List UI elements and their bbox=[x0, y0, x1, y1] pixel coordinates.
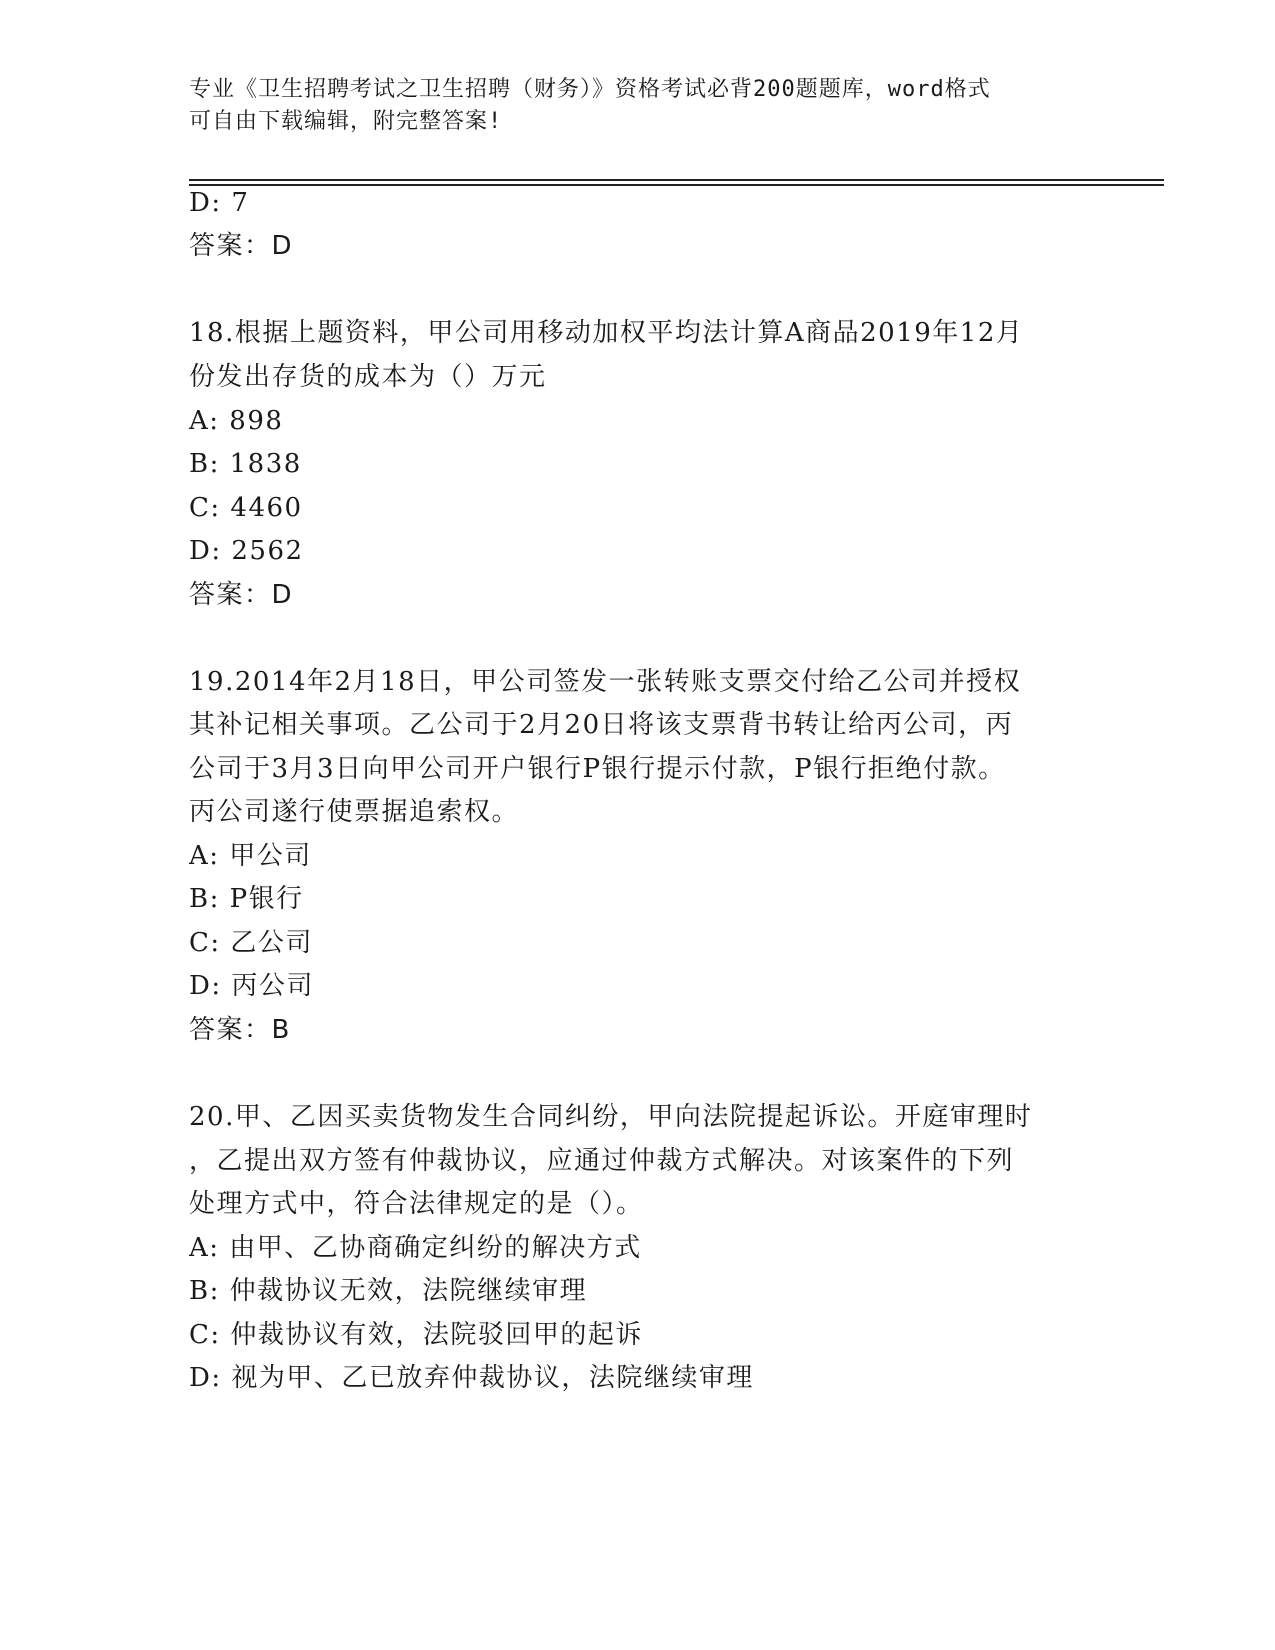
q19-stem-line3: 公司于3月3日向甲公司开户银行P银行提示付款，P银行拒绝付款。 bbox=[189, 754, 1006, 784]
q20-stem-line1: 20.甲、乙因买卖货物发生合同纠纷，甲向法院提起诉讼。开庭审理时 bbox=[189, 1102, 1033, 1132]
q19-option-b: B: P银行 bbox=[189, 884, 304, 914]
prev-answer: 答案：D bbox=[189, 231, 294, 261]
document-header bbox=[189, 74, 1069, 138]
q19-option-c: C: 乙公司 bbox=[189, 928, 313, 958]
q20-option-d: D: 视为甲、乙已放弃仲裁协议，法院继续审理 bbox=[189, 1363, 754, 1393]
q18-answer: 答案：D bbox=[189, 580, 294, 610]
q18-option-d: D: 2562 bbox=[189, 536, 304, 566]
header-title-line2: 可自由下载编辑，附完整答案! bbox=[189, 109, 503, 134]
q18-stem-line2: 份发出存货的成本为（）万元 bbox=[189, 362, 547, 392]
header-divider-bottom bbox=[189, 184, 1164, 186]
prev-option-d: D: 7 bbox=[189, 188, 250, 218]
q19-stem-line1: 19.2014年2月18日，甲公司签发一张转账支票交付给乙公司并授权 bbox=[189, 667, 1022, 697]
q20-option-a: A: 由甲、乙协商确定纠纷的解决方式 bbox=[189, 1233, 642, 1263]
q20-option-c: C: 仲裁协议有效，法院驳回甲的起诉 bbox=[189, 1320, 643, 1350]
q20-stem-line2: ，乙提出双方签有仲裁协议，应通过仲裁方式解决。对该案件的下列 bbox=[189, 1146, 1015, 1176]
q20-stem-line3: 处理方式中，符合法律规定的是（）。 bbox=[189, 1189, 644, 1219]
q18-option-c: C: 4460 bbox=[189, 493, 303, 523]
header-title-line1: 专业《卫生招聘考试之卫生招聘（财务）》资格考试必背200题题库，word格式 bbox=[189, 77, 991, 102]
q18-option-b: B: 1838 bbox=[189, 449, 302, 479]
q19-option-d: D: 丙公司 bbox=[189, 971, 314, 1001]
q20-option-b: B: 仲裁协议无效，法院继续审理 bbox=[189, 1276, 588, 1306]
q19-answer: 答案：B bbox=[189, 1015, 291, 1045]
q19-stem-line2: 其补记相关事项。乙公司于2月20日将该支票背书转让给丙公司，丙 bbox=[189, 710, 1014, 740]
q19-stem-line4: 丙公司遂行使票据追索权。 bbox=[189, 797, 520, 827]
header-divider-top bbox=[189, 179, 1164, 181]
q19-option-a: A: 甲公司 bbox=[189, 841, 312, 871]
q18-option-a: A: 898 bbox=[189, 406, 284, 436]
q18-stem-line1: 18.根据上题资料，甲公司用移动加权平均法计算A商品2019年12月 bbox=[189, 318, 1024, 348]
